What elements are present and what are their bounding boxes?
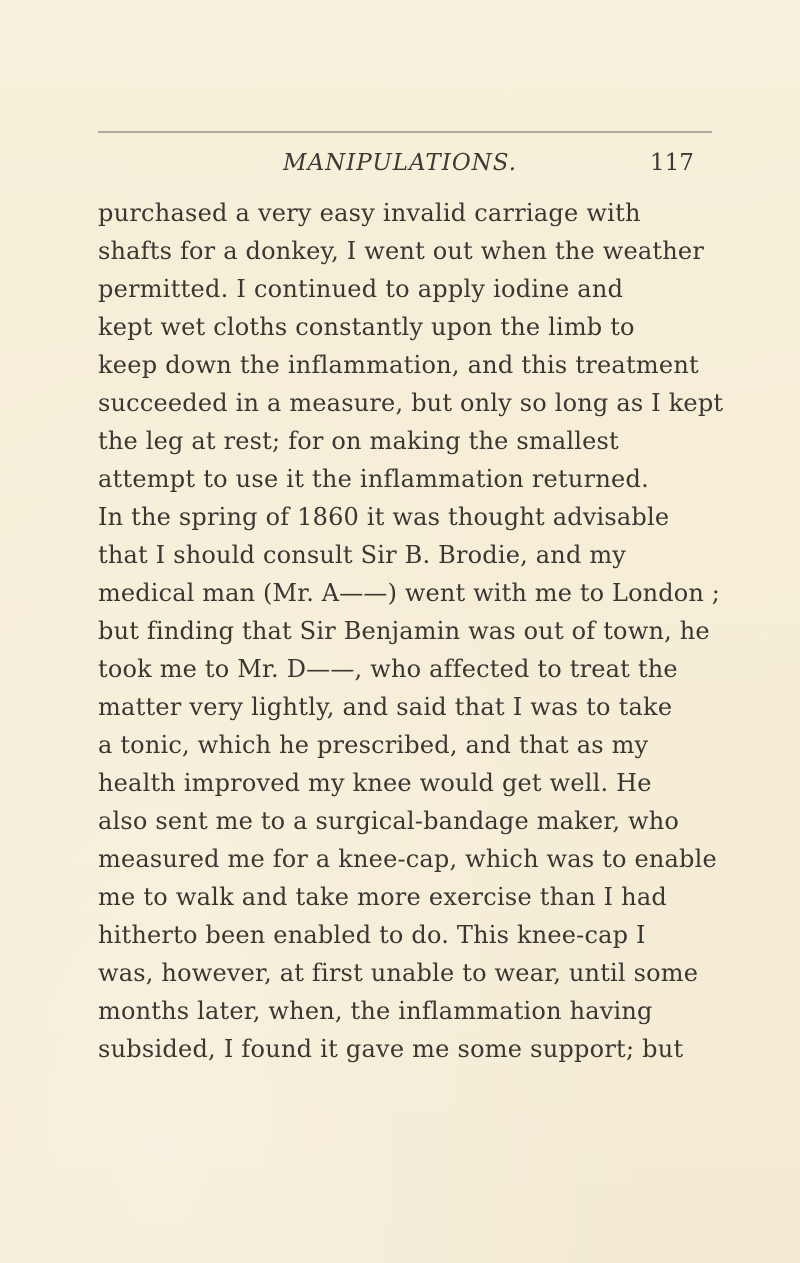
text-line: that I should consult Sir B. Brodie, and my xyxy=(98,541,627,569)
text-line: purchased a very easy invalid carriage with xyxy=(98,199,641,227)
text-line: keep down the inflammation, and this treatment xyxy=(98,351,699,379)
text-line: succeeded in a measure, but only so long as I kept xyxy=(98,389,724,417)
text-line: attempt to use it the inflammation returned. xyxy=(98,465,649,493)
text-line: permitted. I continued to apply iodine and xyxy=(98,275,624,303)
text-line: health improved my knee would get well. He xyxy=(98,769,652,797)
header-rule xyxy=(98,131,712,133)
page-header xyxy=(0,150,800,182)
page-number: 117 xyxy=(650,150,694,176)
running-title: MANIPULATIONS. xyxy=(282,150,518,176)
text-line: shafts for a donkey, I went out when the weather xyxy=(98,237,704,265)
text-line: hitherto been enabled to do. This knee-cap I xyxy=(98,921,646,949)
text-line: matter very lightly, and said that I was to take xyxy=(98,693,673,721)
text-line: medical man (Mr. A——) went with me to London ; xyxy=(98,579,721,607)
text-line: kept wet cloths constantly upon the limb to xyxy=(98,313,635,341)
text-line: me to walk and take more exercise than I had xyxy=(98,883,668,911)
text-line: a tonic, which he prescribed, and that as my xyxy=(98,731,649,759)
text-line: was, however, at first unable to wear, until some xyxy=(98,959,699,987)
text-line: but finding that Sir Benjamin was out of town, he xyxy=(98,617,710,645)
text-line: the leg at rest; for on making the smallest xyxy=(98,427,619,455)
text-line: months later, when, the inflammation having xyxy=(98,997,653,1025)
text-line: measured me for a knee-cap, which was to enable xyxy=(98,845,717,873)
text-line: also sent me to a surgical-bandage maker, who xyxy=(98,807,680,835)
text-line: In the spring of 1860 it was thought advisable xyxy=(98,503,670,531)
text-line: subsided, I found it gave me some support; but xyxy=(98,1035,684,1063)
text-line: took me to Mr. D——, who affected to treat the xyxy=(98,655,678,683)
